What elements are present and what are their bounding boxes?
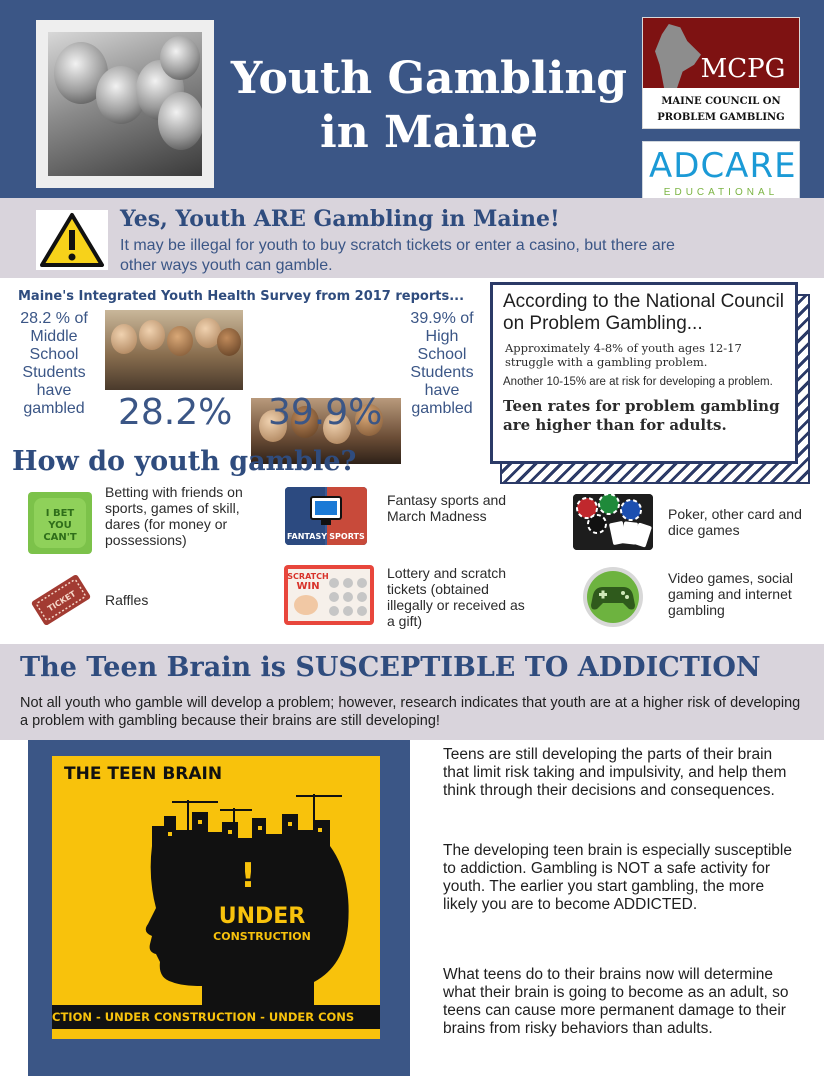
middle-school-percent: 28.2% [118, 392, 233, 433]
item-poker: Poker, other card and dice games [668, 506, 802, 538]
teen-brain-title: THE TEEN BRAIN [64, 764, 223, 784]
brain-heading: The Teen Brain is SUSCEPTIBLE TO ADDICTION [20, 652, 761, 683]
item-video-games: Video games, social gaming and internet gambling [668, 570, 794, 618]
item-raffles: Raffles [105, 592, 149, 608]
mcpg-name: MAINE COUNCIL ON PROBLEM GAMBLING [657, 96, 785, 123]
svg-text:WIN: WIN [296, 581, 320, 592]
brain-intro-text: Not all youth who gamble will develop a problem; however, research indicates that youth are at a higher risk of developing a problem with gambling because their brains are still developing! [20, 695, 801, 729]
raffle-ticket-icon [30, 570, 92, 630]
teens-photo-frame [36, 20, 214, 188]
poker-chips-icon [573, 494, 653, 550]
high-school-percent: 39.9% [268, 392, 383, 433]
ncpg-stat-1: Approximately 4-8% of youth ages 12-17 struggle with a gambling problem. [505, 341, 742, 369]
ncpg-conclusion: Teen rates for problem gambling are higher than for adults. [503, 397, 780, 434]
fantasy-sports-icon [285, 487, 367, 545]
mcpg-logo [642, 17, 800, 129]
adcare-logo: ADCARE EDUCATIONAL [642, 141, 800, 233]
adcare-name: ADCARE [649, 146, 797, 186]
item-lottery: Lottery and scratch tickets (obtained illegally or received as a gift) [387, 565, 525, 629]
ncpg-heading: According to the National Council on Problem Gambling... [503, 291, 784, 334]
svg-text:TICKET: TICKET [46, 589, 78, 614]
svg-text:SPORTS: SPORTS [329, 532, 365, 541]
construction-strip: CTION - UNDER CONSTRUCTION - UNDER CONS [52, 1005, 380, 1029]
svg-text:I BET: I BET [45, 508, 75, 519]
brain-paragraph-1: Teens are still developing the parts of their brain that limit risk taking and impulsivity, and help them think through their decisions and consequences. [443, 746, 787, 799]
brain-paragraph-3: What teens do to their brains now will determine what their brain is going to become as an adult, so teens can cause more permanent damage to their brains from risky behaviors than adults. [443, 966, 789, 1037]
ncpg-stat-2: Another 10-15% are at risk for developing a problem. [503, 376, 773, 388]
construction-label: CONSTRUCTION [213, 930, 311, 943]
middle-school-photo [105, 310, 243, 390]
under-label: UNDER [218, 904, 306, 929]
ncpg-box [490, 282, 798, 464]
svg-text:YOU: YOU [48, 520, 72, 531]
scratch-ticket-icon [284, 565, 374, 625]
middle-school-stat-text: 28.2 % of Middle School Students have gambled [20, 310, 88, 417]
svg-text:FANTASY: FANTASY [286, 532, 328, 541]
item-fantasy: Fantasy sports and March Madness [387, 492, 507, 524]
i-bet-you-icon [28, 492, 92, 554]
warning-text: It may be illegal for youth to buy scratch tickets or enter a casino, but there are other ways youth can gamble. [120, 237, 675, 274]
group-of-teens-photo [48, 32, 202, 176]
warning-icon [36, 210, 108, 270]
svg-text:SCRATCH: SCRATCH [287, 572, 329, 581]
how-heading: How do youth gamble? [12, 446, 357, 477]
game-controller-icon [579, 565, 647, 629]
head-silhouette-icon [52, 786, 380, 1006]
high-school-stat-text: 39.9% of High School Students have gambled [410, 310, 474, 417]
svg-text:CAN'T: CAN'T [43, 532, 77, 543]
teen-brain-graphic: THE TEEN BRAIN ! UNDER CONSTRUCTION CTION - UNDER CONSTRUCTION - UNDER CONS [52, 756, 380, 1039]
brain-paragraph-2: The developing teen brain is especially susceptible to addiction. Gambling is NOT a safe activity for youth. The earlier you start gambling, the more likely you are to become ADDICTED. [443, 842, 792, 913]
item-betting: Betting with friends on sports, games of skill, dares (for money or possessions) [105, 484, 243, 548]
page-title: Youth Gambling in Maine [230, 53, 628, 158]
mcpg-abbr: MCPG [700, 54, 786, 84]
warning-heading: Yes, Youth ARE Gambling in Maine! [120, 206, 560, 232]
survey-heading: Maine's Integrated Youth Health Survey from 2017 reports... [18, 289, 465, 304]
